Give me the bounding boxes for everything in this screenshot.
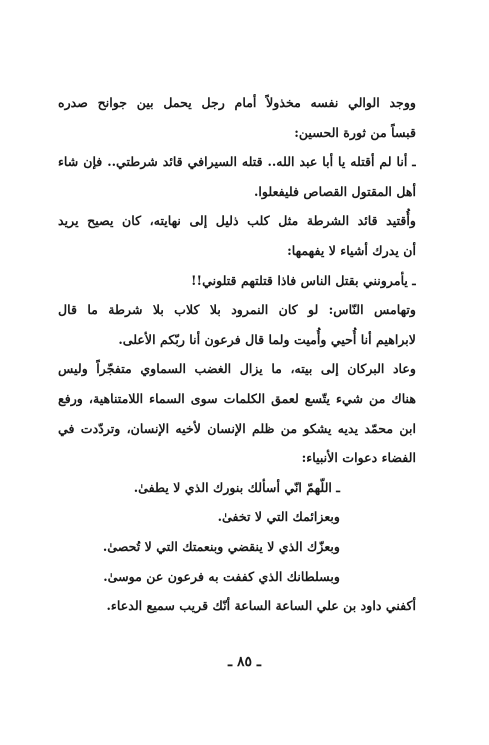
text-line: هناك من شيء يتّسع لعمق الكلمات سوى السماء اللامتناهية، ورفع bbox=[58, 390, 416, 406]
text-line: قبساً من ثورة الحسين: bbox=[294, 124, 416, 140]
text-line: أكفني داود بن علي الساعة الساعة أنّك قريب سميع الدعاء. bbox=[106, 598, 416, 614]
text-line: وبعزائمك التي لا تخفىٰ. bbox=[217, 509, 340, 525]
text-line: ـ اللّهمّ انّي أسألك بنورك الذي لا يطفىٰ. bbox=[133, 479, 340, 495]
text-line: ووجد الوالي نفسه مخذولاً أمام رجل يحمل بين جوانح صدره bbox=[58, 95, 416, 110]
text-line: وتهامس النّاس: لو كان النمرود بلا كلاب بلا شرطة ما قال bbox=[58, 302, 416, 318]
text-line: وبسلطانك الذي كففت به فرعون عن موسىٰ. bbox=[103, 568, 340, 584]
text-line: لابراهيم أنا أُحيي وأُميت ولما قال فرعون أنا ربّكم الأعلى. bbox=[118, 331, 416, 347]
text-line: وبعزّك الذي لا ينقضي وبنعمتك التي لا تُحصىٰ. bbox=[102, 538, 340, 554]
text-line: أهل المقتول القصاص فليفعلوا. bbox=[254, 183, 416, 199]
text-line: أن يدرك أشياء لا يفهمها: bbox=[287, 242, 416, 258]
text-line: ابن محمّد يديه يشكو من ظلم الإنسان لأخيه الإنسان، وتردّدت في bbox=[58, 420, 416, 436]
text-line: وعاد البركان إلى بيته، ما يزال الغضب السماوي متفجّراً وليس bbox=[58, 361, 416, 377]
text-line: الفضاء دعوات الأنبياء: bbox=[301, 450, 416, 466]
text-line: ـ يأمرونني بقتل الناس فاذا قتلتهم قتلوني!! bbox=[191, 272, 416, 288]
text-line: ـ أنا لم أقتله يا أبا عبد الله.. قتله السيرافي قائد شرطتي.. فإن شاء bbox=[58, 154, 416, 170]
body-text bbox=[58, 88, 416, 621]
page-number: ـ ٨٥ ـ bbox=[227, 654, 261, 670]
text-line: وأُقتيد قائد الشرطة مثل كلب ذليل إلى نهايته، كان يصيح يريد bbox=[58, 213, 416, 229]
